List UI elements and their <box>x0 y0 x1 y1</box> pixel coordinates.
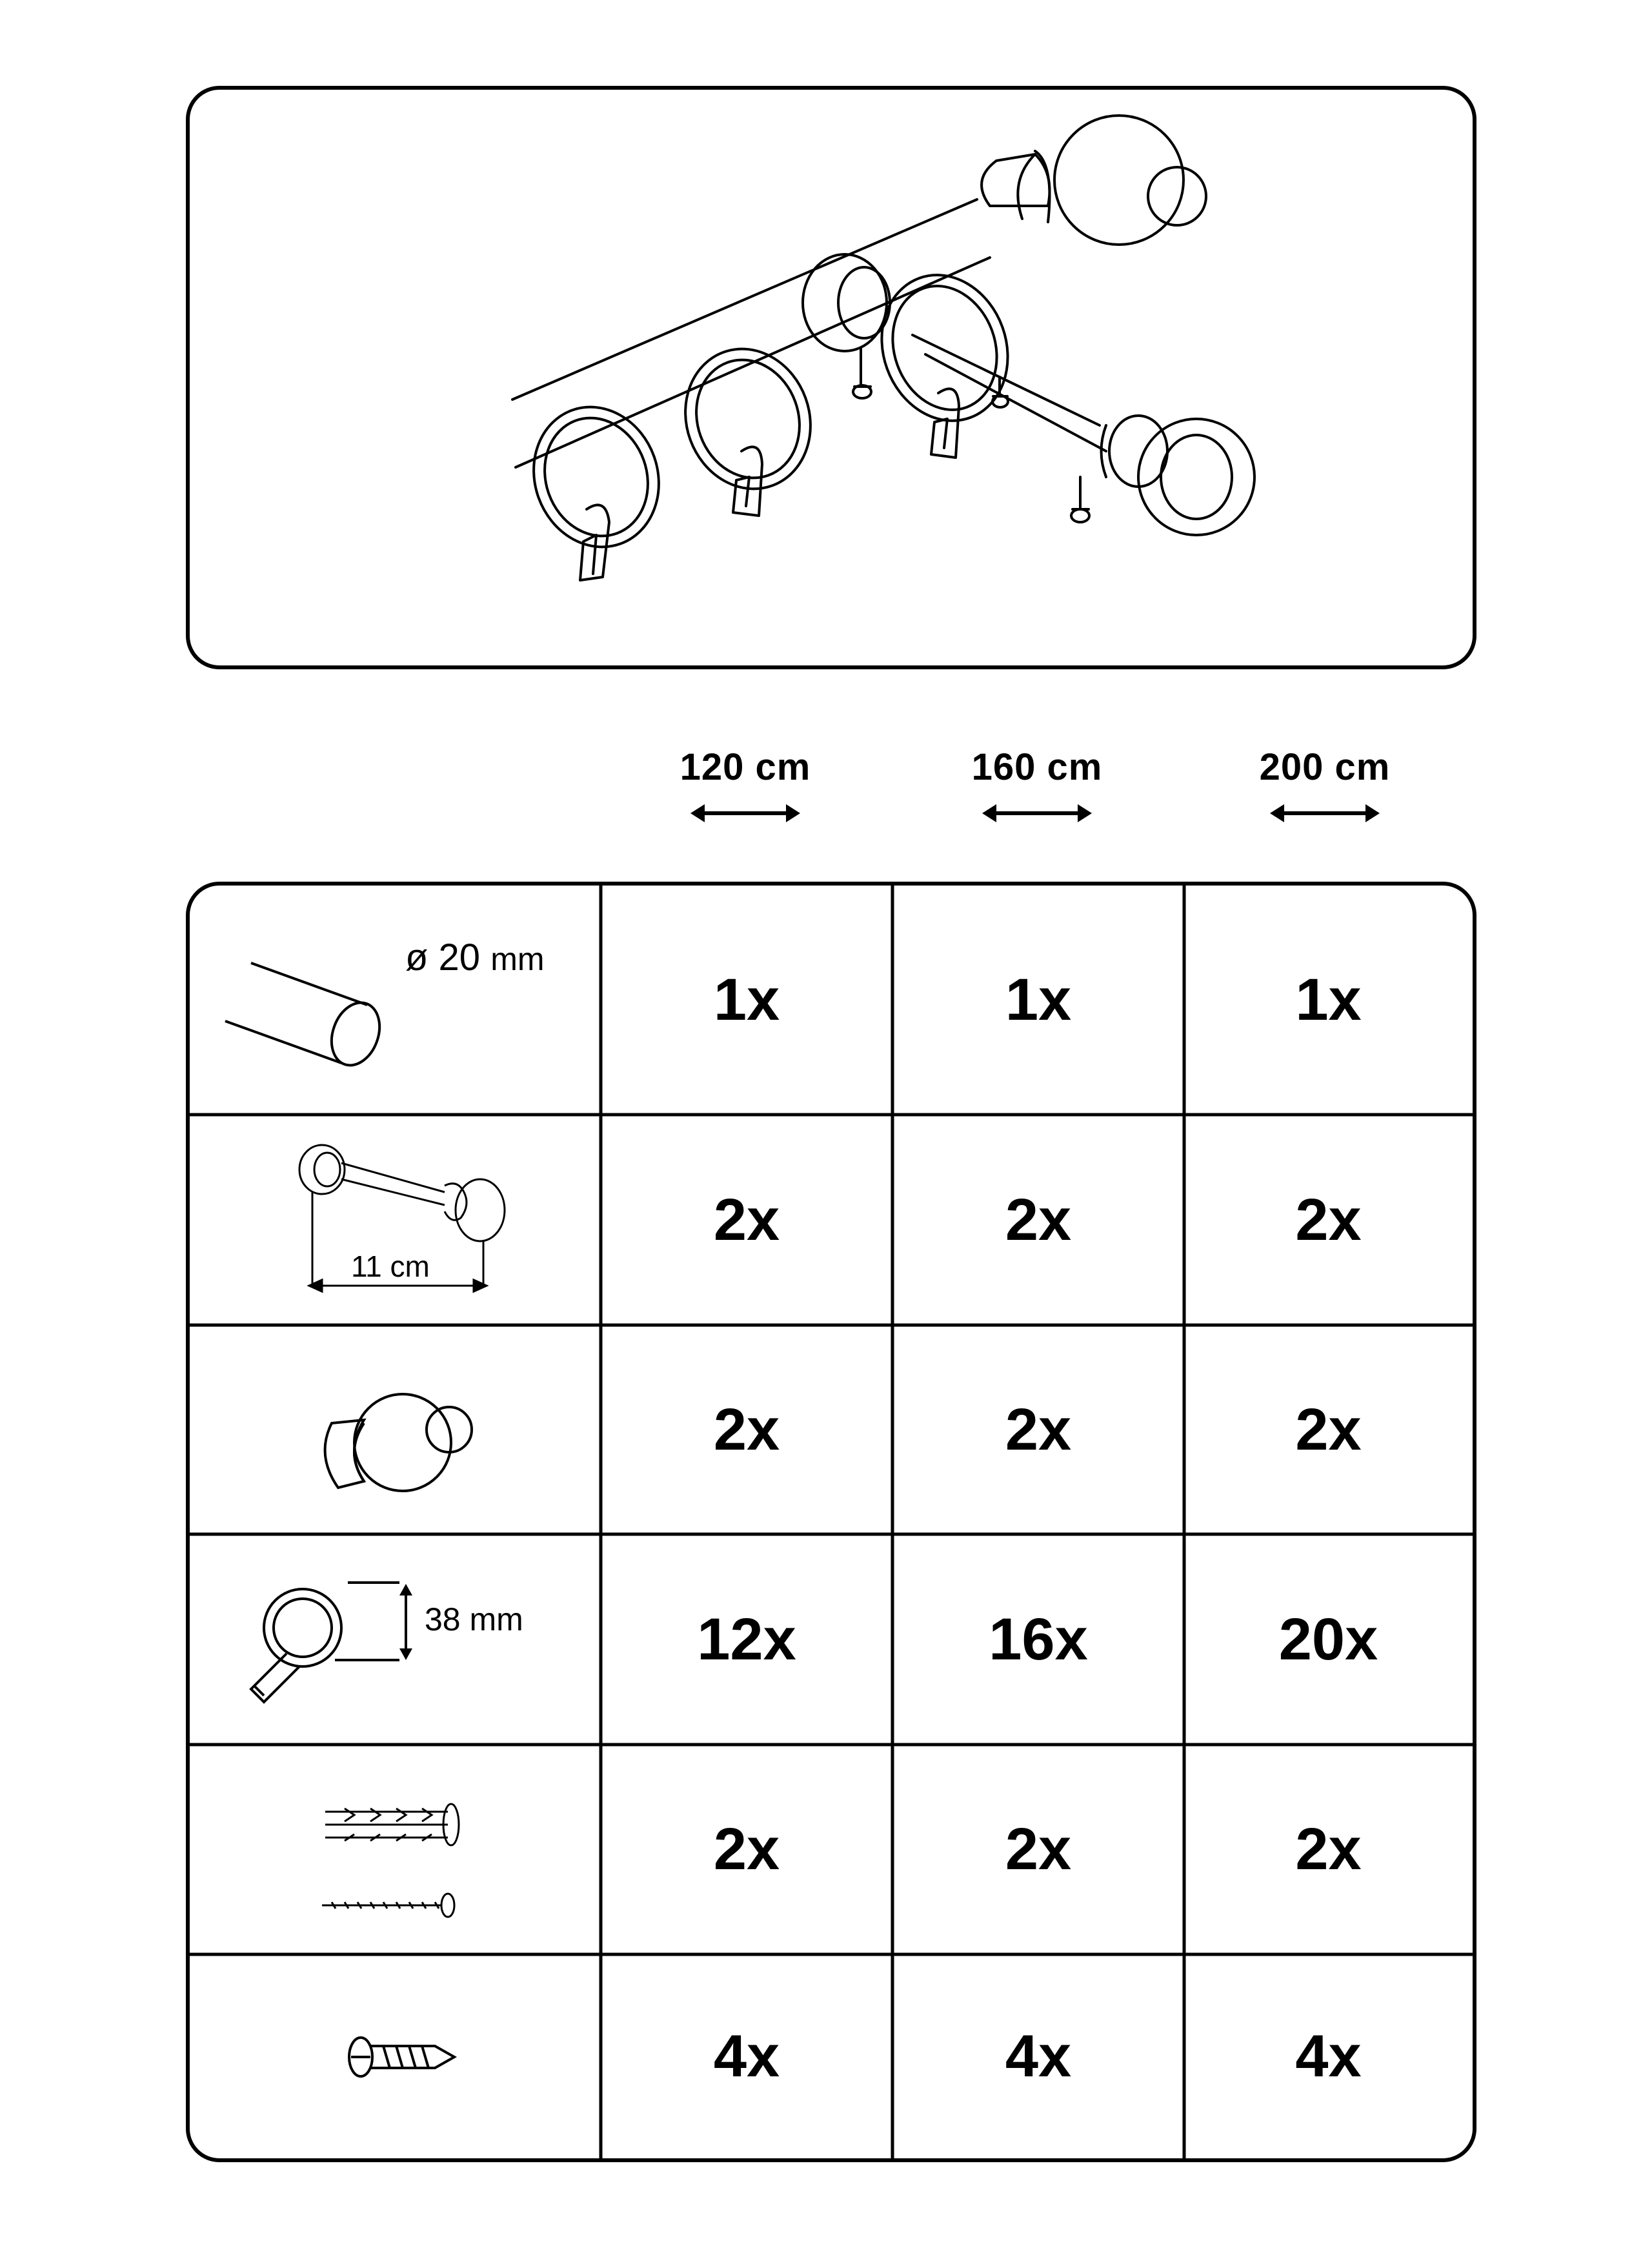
double-arrow-icon <box>1270 800 1380 826</box>
ring-height-dimension-icon <box>335 1570 412 1679</box>
qty-cell: 2x <box>1295 1186 1362 1253</box>
bracket-length-label: 11 cm <box>351 1250 430 1283</box>
double-arrow-icon <box>690 800 800 826</box>
rod-diameter-label: ø 20 mm <box>405 937 545 978</box>
qty-cell: 2x <box>1005 1186 1072 1253</box>
product-illustration-panel <box>186 86 1476 669</box>
size-label: 120 cm <box>680 746 811 788</box>
size-header-160 <box>940 745 1134 826</box>
qty-cell: 16x <box>989 1606 1088 1672</box>
parts-table <box>186 882 1476 2162</box>
ring-diameter-label: 38 mm <box>425 1601 523 1637</box>
qty-cell: 1x <box>713 967 780 1033</box>
finial-icon <box>306 1359 487 1514</box>
qty-cell: 2x <box>1295 1396 1362 1463</box>
double-arrow-icon <box>982 800 1092 826</box>
qty-cell: 20x <box>1278 1606 1378 1672</box>
set-screw-icon <box>345 2028 461 2086</box>
qty-cell: 2x <box>1005 1396 1072 1463</box>
curtain-rod-assembly-icon <box>190 90 1473 665</box>
qty-cell: 2x <box>713 1186 780 1253</box>
qty-cell: 2x <box>1295 1816 1362 1882</box>
qty-cell: 4x <box>1295 2023 1362 2089</box>
qty-cell: 2x <box>713 1396 780 1463</box>
size-label: 200 cm <box>1259 746 1391 788</box>
qty-cell: 1x <box>1295 967 1362 1033</box>
qty-cell: 12x <box>697 1606 796 1672</box>
qty-cell: 4x <box>713 2023 780 2089</box>
anchor-screw-icon <box>319 1799 474 1928</box>
qty-cell: 4x <box>1005 2023 1072 2089</box>
qty-cell: 2x <box>1005 1816 1072 1882</box>
size-header-200 <box>1228 745 1422 826</box>
qty-cell: 1x <box>1005 967 1072 1033</box>
size-label: 160 cm <box>971 746 1103 788</box>
rod-icon <box>212 950 406 1079</box>
size-header-120 <box>649 745 842 826</box>
qty-cell: 2x <box>713 1816 780 1882</box>
